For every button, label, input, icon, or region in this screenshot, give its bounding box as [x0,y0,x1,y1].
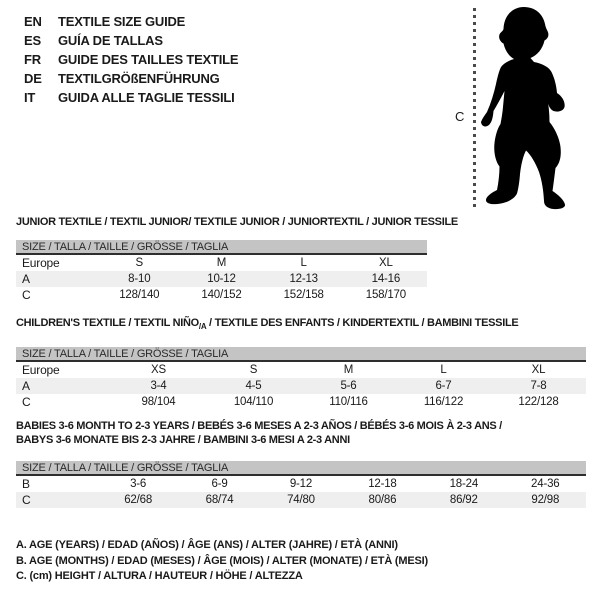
table-row [16,394,586,410]
language-code: ES [24,33,41,48]
junior-size-table [16,216,458,303]
title-text: / TEXTILE DES ENFANTS / KINDERTEXTIL / BAMBINI TESSILE [206,317,519,329]
value-cell: 9-12 [289,478,313,490]
value-cell: 18-24 [449,478,479,490]
language-code: DE [24,71,42,86]
value-cell: 98/104 [141,396,176,409]
value-cell: 7-8 [530,380,547,393]
value-cell: 80/86 [368,494,397,506]
babies-table-title [16,419,586,447]
value-cell: XS [151,364,166,377]
row-label: B [22,477,30,491]
note-age-months: B. AGE (MONTHS) / EDAD (MESES) / ÂGE (MOIS) / ALTER (MONATE) / ETÀ (MESI) [16,554,428,567]
height-measure-label: C [455,109,465,124]
value-cell: 8-10 [128,273,151,285]
row-label: C [22,395,31,410]
language-row-de [24,69,238,88]
row-label: A [22,272,30,286]
title-subscript: /A [198,322,207,332]
value-cell: 110/116 [329,396,368,409]
row-label: C [22,288,31,302]
value-cell: 3-6 [130,478,147,490]
children-size-table [16,317,586,410]
value-cell: 12-18 [368,478,397,490]
title-text: CHILDREN'S TEXTILE / TEXTIL NIÑO [16,317,199,329]
value-cell: L [300,257,307,269]
value-cell: 5-6 [340,380,357,393]
value-cell: 10-12 [207,273,236,285]
language-row-es [24,31,238,50]
row-label: Europe [22,256,60,270]
size-header-bar: SIZE / TALLA / TAILLE / GRÖSSE / TAGLIA [16,461,586,476]
value-cell: 24-36 [531,478,560,490]
value-cell: 116/122 [423,396,464,409]
legend-notes [16,538,428,585]
value-cell: 104/110 [233,396,274,409]
language-code: IT [24,90,36,105]
language-title: GUÍA DE TALLAS [58,33,163,48]
children-table-title [16,317,586,333]
value-cell: XL [379,257,393,269]
value-cell: 62/68 [124,494,153,506]
language-code: EN [24,14,42,29]
row-label: C [22,493,31,507]
language-row-fr [24,50,238,69]
value-cell: S [135,257,144,269]
language-title: TEXTILE SIZE GUIDE [58,14,186,29]
title-line-1: BABIES 3-6 MONTH TO 2-3 YEARS / BEBÉS 3-6 MESES A 2-3 AÑOS / BÉBÉS 3-6 MOIS À 2-3 ANS / [16,420,502,432]
value-cell: 122/128 [518,396,559,409]
value-cell: 140/152 [201,289,242,301]
table-row [16,362,586,378]
height-measure-dotted-line [473,8,476,208]
table-row [16,492,586,508]
value-cell: 158/170 [365,289,406,301]
language-row-en [24,12,238,31]
language-title: GUIDA ALLE TAGLIE TESSILI [58,90,235,105]
value-cell: 6-9 [211,478,228,490]
language-list [24,12,238,107]
note-age-years: A. AGE (YEARS) / EDAD (AÑOS) / ÂGE (ANS) / ALTER (JAHRE) / ETÀ (ANNI) [16,539,398,551]
value-cell: 86/92 [449,494,478,506]
value-cell: 152/158 [283,289,324,301]
value-cell: M [216,257,227,269]
value-cell: 68/74 [205,494,234,506]
baby-silhouette-icon [480,5,600,215]
value-cell: 6-7 [435,380,452,393]
title-line-2: BABYS 3-6 MONATE BIS 2-3 JAHRE / BAMBINI 3-6 MESI A 2-3 ANNI [16,434,350,446]
junior-size-grid [16,255,427,303]
junior-table-title: JUNIOR TEXTILE / TEXTIL JUNIOR/ TEXTILE JUNIOR / JUNIORTEXTIL / JUNIOR TESSILE [16,216,458,228]
language-row-it [24,88,238,107]
size-header-bar: SIZE / TALLA / TAILLE / GRÖSSE / TAGLIA [16,347,586,362]
table-row [16,287,427,303]
table-row [16,378,586,394]
value-cell: 3-4 [150,380,167,393]
value-cell: L [440,364,447,377]
children-size-grid [16,362,586,410]
value-cell: 74/80 [287,494,315,506]
value-cell: S [249,364,258,377]
value-cell: XL [531,364,546,377]
table-row [16,476,586,492]
value-cell: 128/140 [119,289,160,301]
row-label: A [22,379,30,394]
value-cell: 4-5 [245,380,262,393]
language-title: GUIDE DES TAILLES TEXTILE [58,52,239,67]
language-title: TEXTILGRÖßENFÜHRUNG [58,71,220,86]
size-header-bar: SIZE / TALLA / TAILLE / GRÖSSE / TAGLIA [16,240,427,255]
row-label: Europe [22,363,60,378]
babies-size-table [16,419,586,508]
note-height-cm: C. (cm) HEIGHT / ALTURA / HAUTEUR / HÖHE / ALTEZZA [16,570,303,582]
table-row [16,255,427,271]
value-cell: 92/98 [531,494,560,506]
value-cell: 12-13 [289,273,318,285]
table-row [16,271,427,287]
value-cell: 14-16 [371,273,401,285]
language-code: FR [24,52,41,67]
value-cell: M [343,364,354,377]
babies-size-grid [16,476,586,508]
